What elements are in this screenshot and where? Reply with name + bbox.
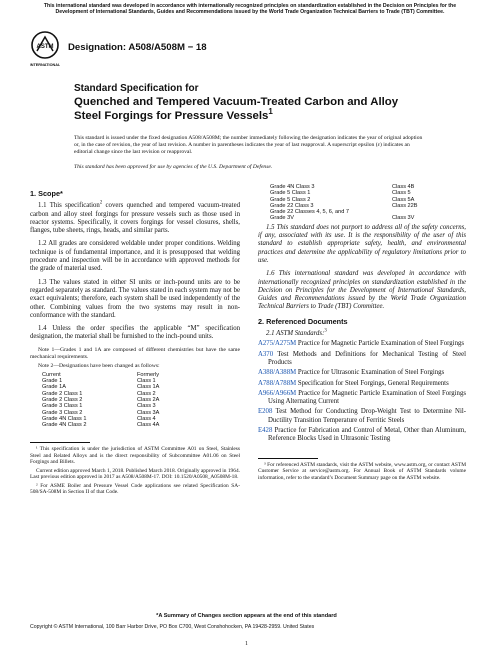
ref-link[interactable]: A370 (258, 350, 274, 358)
astm-logo-icon (30, 30, 60, 74)
footnote-1: ¹ This specification is under the jurisdiction of ASTM Committee A01 on Steel, Stainless Steel and Related Alloys and is the direct responsibility of Subcommittee A01.06 on Steel Forgings and Billets. (30, 446, 240, 466)
wto-notice: This international standard was developed in accordance with internationally recognized principles on standardization established in the Decision on Principles for the Development of International Standards, Guides and Recommendations issued by the World Trade Organization Technical Barriers to Trade (TBT) Committee. (43, 3, 457, 16)
summary-of-changes-note: *A Summary of Changes section appears at the end of this standard (156, 613, 337, 619)
list-item[interactable]: A388/A388M Practice for Ultrasonic Examination of Steel Forgings (258, 369, 445, 377)
para-1-3: 1.3 The values stated in either SI units or inch-pound units are to be regarded separately as standard. The values stated in each system may not be exact equivalents; therefore, each system shall be used independently of the other. Combining values from the two systems may result in non-conformance with the standard. (30, 278, 240, 319)
note-2: Note 2—Designations have been changed as follows: (38, 362, 160, 369)
list-item[interactable]: E428 Practice for Fabrication and Control of Metal, Other than Aluminum, Reference Blocks Used in Ultrasonic Testing (258, 427, 466, 443)
ref-link[interactable]: A275/A275M (258, 340, 297, 348)
note-1: Note 1—Grades 1 and 1A are composed of different chemistries but have the same mechanical requirements. (30, 346, 240, 360)
left-column (30, 190, 240, 498)
ref-link[interactable]: A966/A966M (258, 389, 297, 397)
para-1-6: 1.6 This international standard was developed in accordance with internationally recognized principles on standardization established in the Decision on Principles for the Development of International Standards, Guides and Recommendations issued by the World Trade Organization Technical Barriers to Trade (TBT) Committee. (258, 270, 466, 311)
document-title (74, 82, 424, 123)
ref-link[interactable]: A788/A788M (258, 379, 297, 387)
para-1-2: 1.2 All grades are considered weldable under proper conditions. Welding technique is of fundamental importance, and it is presupposed that welding procedure and inspection will be in accordance with approved methods for the grade of material used. (30, 240, 240, 273)
logo-text: ASTM (36, 44, 54, 50)
right-column (258, 184, 466, 483)
table-row: Grade 3 Class 2 Class 3A (42, 409, 160, 416)
para-1-1: 1.1 This specification$^2$ covers quenched and tempered vacuum-treated carbon and alloy steel forgings for pressure vessels such as those used in reactor systems. Specifically, it covers forgings for vessel closures, shells, flanges, tube sheets, rings, heads, and similar parts. (30, 201, 240, 235)
table-row: Grade 3 Class 1 Class 3 (42, 403, 156, 410)
table-row: Grade 22 Classes 4, 5, 6, and 7 (270, 209, 349, 216)
table-row: Grade 2 Class 2 Class 2A (42, 396, 160, 403)
table-header-current: Current (42, 371, 61, 378)
title-line-1: Standard Specification for (74, 83, 199, 94)
list-item[interactable]: E208 Test Method for Conducting Drop-Weight Test to Determine Nil-Ductility Transition Temperature of Ferritic Steels (258, 408, 466, 424)
footnote-divider (30, 442, 90, 443)
table-row: Grade 5 Class 2 Class 5A (270, 196, 415, 203)
scope-heading: 1. Scope* (30, 189, 63, 198)
footnote-3: ³ For referenced ASTM standards, visit the ASTM website, www.astm.org, or contact ASTM Customer Service at service@astm.org. For Annual Book of ASTM Standards volume information, refer to the standard’s Document Summary page on the ASTM website. (258, 461, 466, 481)
page-number: 1 (245, 641, 248, 647)
ref-link[interactable]: E428 (258, 427, 273, 435)
astm-standards-label: 2.1 ASTM Standards:$^3$ (266, 328, 327, 338)
table-header-formerly: Formerly (137, 371, 160, 378)
list-item[interactable]: A370 Test Methods and Definitions for Mechanical Testing of Steel Products (258, 350, 466, 366)
issuance-note: This standard is issued under the fixed designation A508/A508M; the number immediately following the designation indicates the year of original adoption or, in the case of revision, the year of last revision. A number in parentheses indicates the year of last reapproval. A superscript epsilon (ε) indicates an editorial change since the last revision or reapproval. (74, 135, 423, 156)
table-row: Grade 3V Class 3V (270, 215, 415, 222)
footnote-2: ² For ASME Boiler and Pressure Vessel Code applications see related Specification SA-508/SA-508M in Section II of that Code. (30, 482, 240, 496)
table-row: Grade 4N Class 2 Class 4A (42, 422, 160, 429)
referenced-documents-heading: 2. Referenced Documents (258, 316, 348, 326)
dod-approval: This standard has been approved for use by agencies of the U.S. Department of Defense. (74, 164, 273, 170)
logo-subtext: INTERNATIONAL (30, 63, 60, 67)
copyright: Copyright © ASTM International, 100 Barr Harbor Drive, PO Box C700, West Conshohocken, PA 19428-2959. United States (30, 624, 315, 630)
table-row: Grade 1A Class 1A (42, 384, 160, 391)
table-row: Grade 4N Class 1 Class 4 (42, 415, 156, 422)
table-row: Grade 2 Class 1 Class 2 (42, 390, 156, 397)
footnote-divider (258, 458, 318, 459)
ref-link[interactable]: A388/A388M (258, 369, 297, 377)
designation-table-cont (270, 184, 418, 222)
designation-table (42, 372, 159, 429)
table-row: Grade 4N Class 3 Class 4B (270, 184, 415, 190)
title-line-3: Steel Forgings for Pressure Vessels$^1$ (74, 107, 273, 122)
list-item[interactable]: A788/A788M Specification for Steel Forgings, General Requirements (258, 379, 449, 387)
para-1-5: 1.5 This standard does not purport to address all of the safety concerns, if any, associated with its use. It is the responsibility of the user of this standard to establish appropriate safety, health, and environmental practices and determine the applicability of regulatory limitations prior to use. (258, 223, 466, 264)
footnote-1b: Current edition approved March 1, 2018. Published March 2018. Originally approved in 1964. Last previous edition approved in 2017 as A508/A508M-17. DOI: 10.1520/A0508_A0508M-18. (30, 467, 240, 481)
list-item[interactable]: A275/A275M Practice for Magnetic Particle Examination of Steel Forgings (258, 340, 465, 348)
list-item[interactable]: A966/A966M Practice for Magnetic Particle Examination of Steel Forgings Using Alternating Current (258, 389, 466, 406)
designation: Designation: A508/A508M − 18 (68, 42, 207, 53)
para-1-4: 1.4 Unless the order specifies the applicable “M” specification designation, the material shall be furnished to the inch-pound units. (30, 325, 240, 341)
table-row: Grade 1 Class 1 (42, 378, 156, 385)
title-line-2: Quenched and Tempered Vacuum-Treated Carbon and Alloy (74, 96, 399, 108)
table-row: Grade 5 Class 1 Class 5 (270, 190, 411, 197)
table-row: Grade 22 Class 3 Class 22B (270, 202, 418, 209)
ref-link[interactable]: E208 (258, 408, 273, 416)
